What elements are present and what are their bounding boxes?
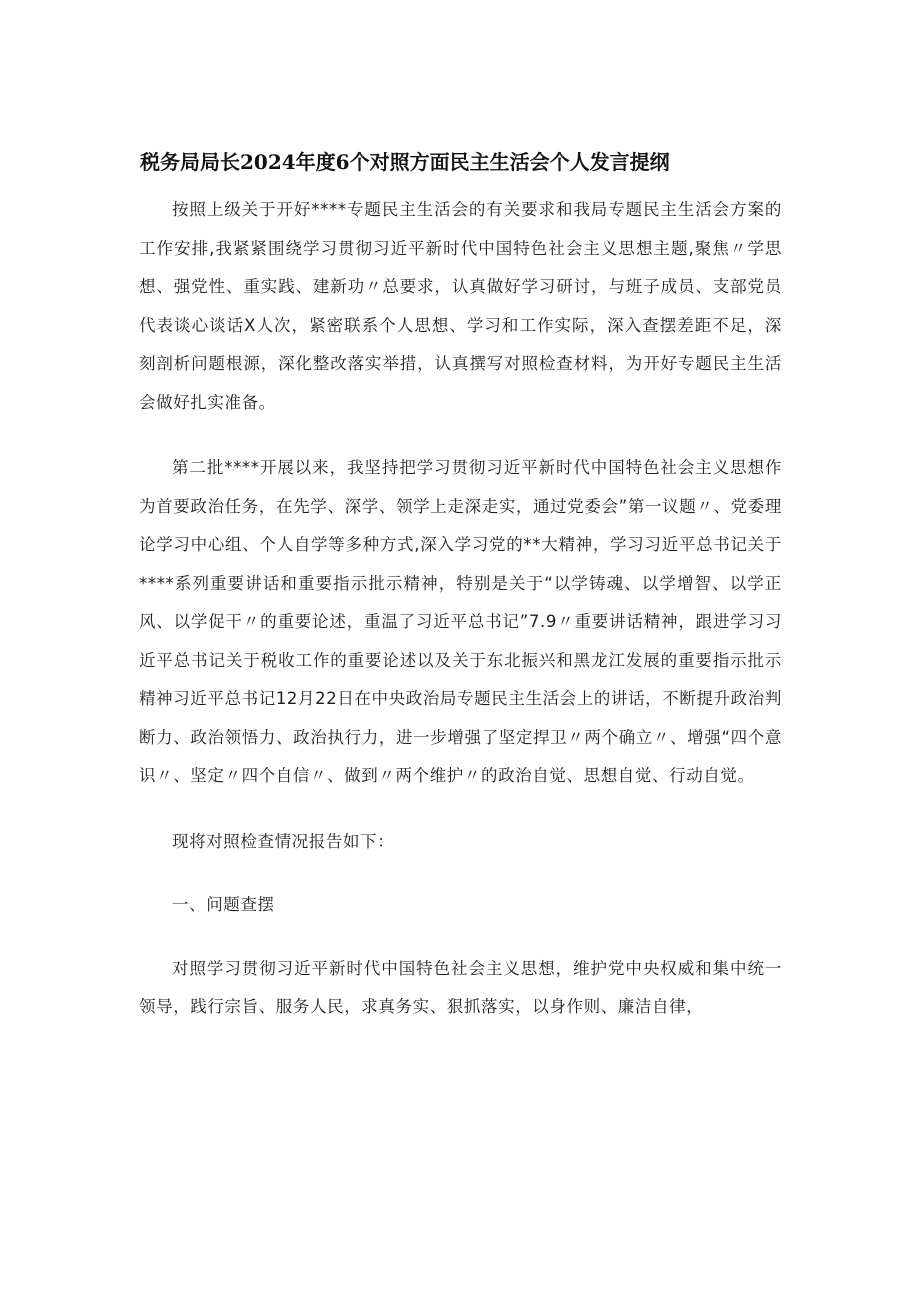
paragraph-problems: 对照学习贯彻习近平新时代中国特色社会主义思想，维护党中央权威和集中统一领导，践行宗旨、服务人民，求真务实、狠抓落实，以身作则、廉洁自律， bbox=[139, 958, 782, 1016]
document-body bbox=[139, 191, 782, 1054]
document-title: 税务局局长2024年度6个对照方面民主生活会个人发言提纲 bbox=[140, 150, 670, 174]
paragraph-intro: 按照上级关于开好****专题民主生活会的有关要求和我局专题民主生活会方案的工作安排,我紧紧围绕学习贯彻习近平新时代中国特色社会主义思想主题,聚焦〃学思想、强党性、重实践、建新功〃总要求，认真做好学习研讨，与班子成员、支部党员代表谈心谈话X人次，紧密联系个人思想、学习和工作实际，深入查摆差距不足，深刻剖析问题根源，深化整改落实举措，认真撰写对照检查材料，为开好专题民主生活会做好扎实准备。 bbox=[139, 200, 782, 412]
section-heading-problems: 一、问题查摆 bbox=[172, 895, 275, 914]
paragraph-report-lead: 现将对照检查情况报告如下： bbox=[172, 831, 395, 851]
paragraph-study: 第二批****开展以来，我坚持把学习贯彻习近平新时代中国特色社会主义思想作为首要政治任务，在先学、深学、领学上走深走实，通过党委会”第一议题〃、党委理论学习中心组、个人自学等多种方式,深入学习党的**大精神，学习习近平总书记关于****系列重要讲话和重要指示批示精神，特别是关于“以学铸魂、以学增智、以学正风、以学促干〃的重要论述，重温了习近平总书记”7.9〃重要讲话精神，跟进学习习近平总书记关于税收工作的重要论述以及关于东北振兴和黑龙江发展的重要指示批示精神习近平总书记12月22日在中央政治局专题民主生活会上的讲话，不断提升政治判断力、政治领悟力、政治执行力，进一步增强了坚定捍卫〃两个确立〃、增强“四个意识〃、坚定〃四个自信〃、做到〃两个维护〃的政治自觉、思想自觉、行动自觉。 bbox=[139, 458, 782, 785]
